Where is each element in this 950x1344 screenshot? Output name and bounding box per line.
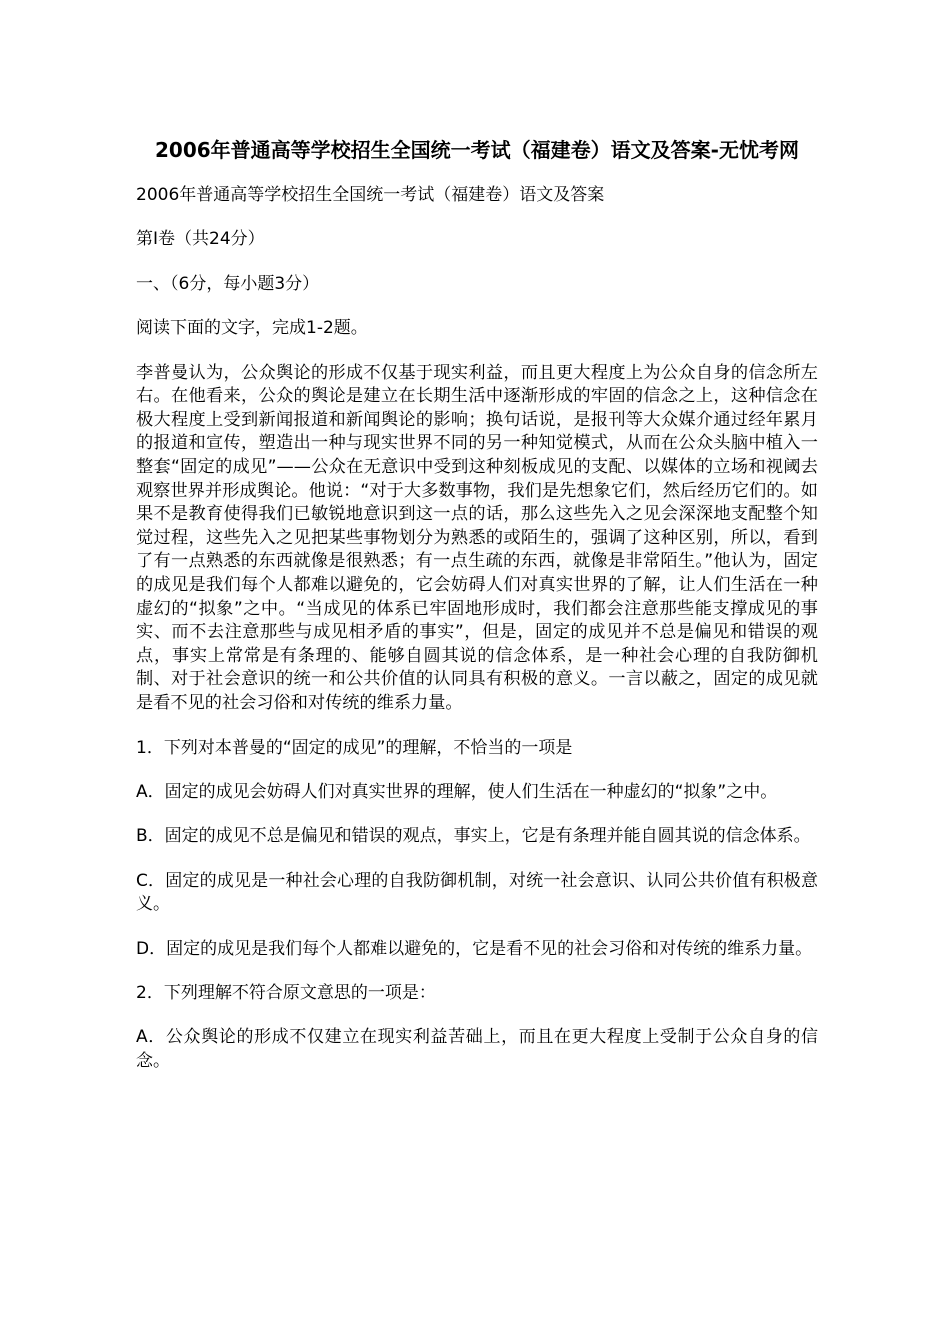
question-1-option-c: C．固定的成见是一种社会心理的自我防御机制，对统一社会意识、认同公共价值有积极意义。 xyxy=(136,870,818,915)
question-1-option-b: B．固定的成见不总是偏见和错误的观点，事实上，它是有条理并能自圆其说的信念体系。 xyxy=(136,826,811,847)
question-1-option-a: A．固定的成见会妨碍人们对真实世界的理解，使人们生活在一种虚幻的“拟象”之中。 xyxy=(136,781,778,802)
document-title: 2006年普通高等学校招生全国统一考试（福建卷）语文及答案-无忧考网 xyxy=(155,138,799,162)
reading-instruction: 阅读下面的文字，完成1-2题。 xyxy=(136,318,368,339)
question-1-option-d: D．固定的成见是我们每个人都难以避免的，它是看不见的社会习俗和对传统的维系力量。 xyxy=(136,938,813,959)
document-page xyxy=(136,136,818,1094)
question-2-stem: 2．下列理解不符合原文意思的一项是： xyxy=(136,982,436,1003)
volume-heading: 第Ⅰ卷（共24分） xyxy=(136,229,265,250)
reading-passage: 李普曼认为，公众舆论的形成不仅基于现实利益，而且更大程度上为公众自身的信念所左右。在他看来，公众的舆论是建立在长期生活中逐渐形成的牢固的信念之上，这种信念在极大程度上受到新闻报道和新闻舆论的影响；换句话说，是报刊等大众媒介通过经年累月的报道和宣传，塑造出一种与现实世界不同的另一种知觉模式，从而在公众头脑中植入一整套“固定的成见”——公众在无意识中受到这种刻板成见的支配、以媒体的立场和视阈去观察世界并形成舆论。他说：“对于大多数事物，我们是先想象它们，然后经历它们的。如果不是教育使得我们已敏锐地意识到这一点的话，那么这些先入之见会深深地支配整个知觉过程，这些先入之见把某些事物划分为熟悉的或陌生的，强调了这种区别，所以，看到了有一点熟悉的东西就像是很熟悉；有一点生疏的东西，就像是非常陌生。”他认为，固定的成见是我们每个人都难以避免的，它会妨碍人们对真实世界的了解，让人们生活在一种虚幻的“拟象”之中。“当成见的体系已牢固地形成时，我们都会注意那些能支撑成见的事实、而不去注意那些与成见相矛盾的事实”，但是，固定的成见并不总是偏见和错误的观点，事实上常常是有条理的、能够自圆其说的信念体系，是一种社会心理的自我防御机制、对于社会意识的统一和公共价值的认同具有积极的意义。一言以蔽之，固定的成见就是看不见的社会习俗和对传统的维系力量。 xyxy=(136,362,818,713)
document-subtitle: 2006年普通高等学校招生全国统一考试（福建卷）语文及答案 xyxy=(136,185,605,205)
question-1-stem: 1．下列对本普曼的“固定的成见”的理解，不恰当的一项是 xyxy=(136,737,573,758)
question-2-option-a: A．公众舆论的形成不仅建立在现实利益苦础上，而且在更大程度上受制于公众自身的信念。 xyxy=(136,1027,818,1071)
section-heading: 一、（6分，每小题3分） xyxy=(136,273,320,294)
